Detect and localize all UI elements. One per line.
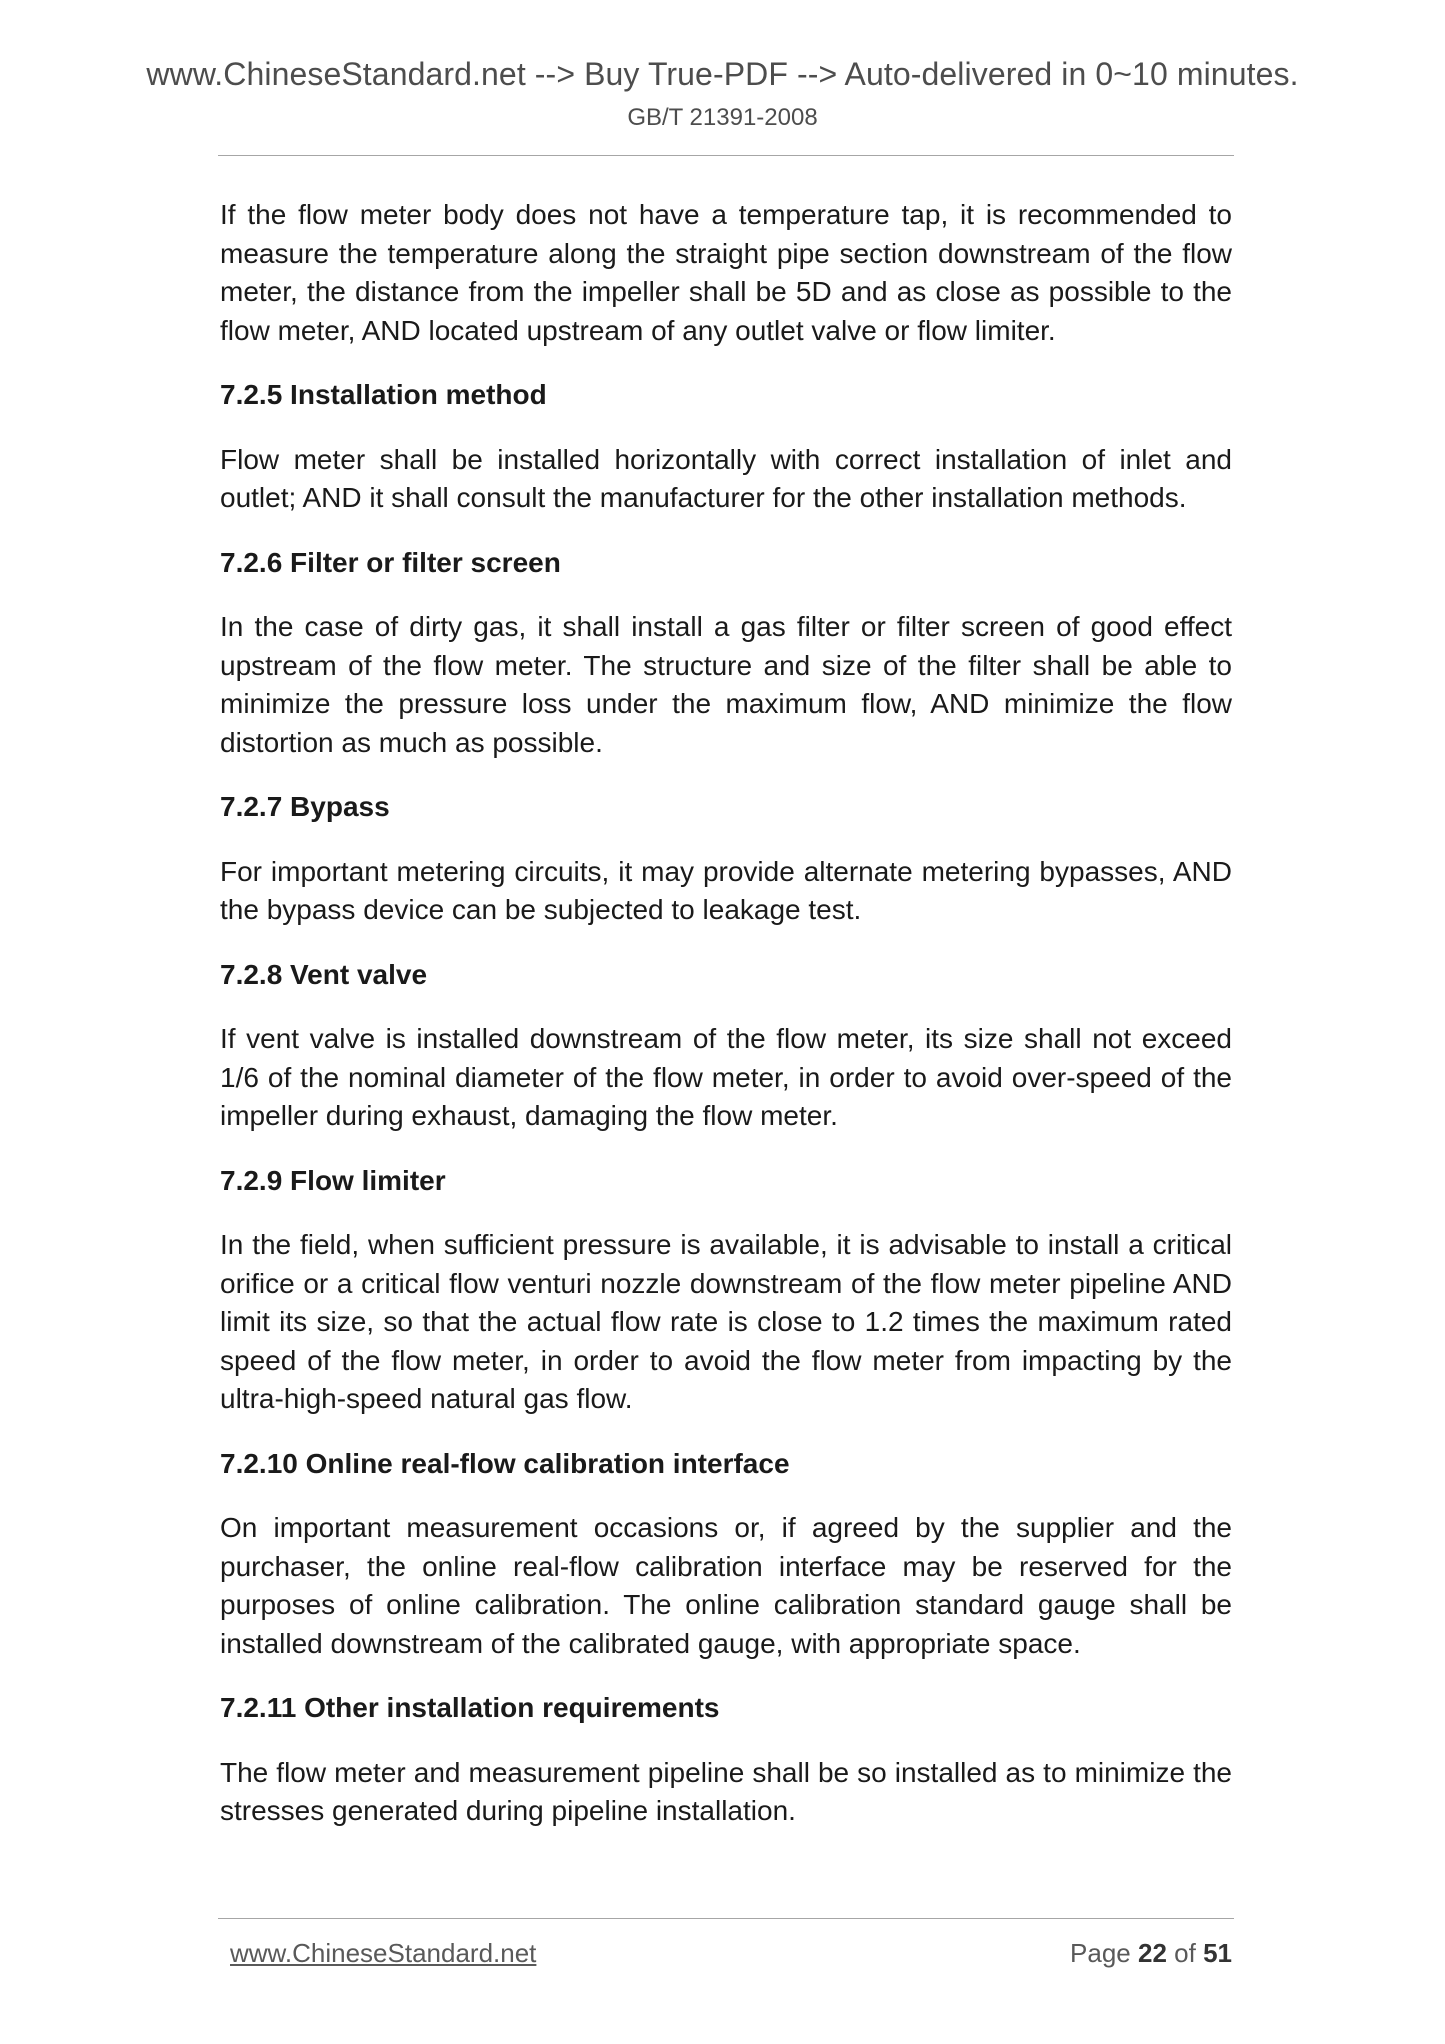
paragraph: If the flow meter body does not have a temperature tap, it is recommended to measure the temperature along the straight pipe section downstream of the flow meter, the distance from the impeller shall be 5D and as close as possible to the flow meter, AND located upstream of any outlet valve or flow limiter. bbox=[220, 199, 1232, 346]
page-of: of bbox=[1174, 1938, 1196, 1968]
paragraph: Flow meter shall be installed horizontally with correct installation of inlet and outlet; AND it shall consult the manufacturer for the other installation methods. bbox=[220, 443, 1232, 513]
section-heading-7-2-5: 7.2.5 Installation method bbox=[220, 379, 547, 410]
section-heading-7-2-7: 7.2.7 Bypass bbox=[220, 791, 390, 822]
paragraph: On important measurement occasions or, if agreed by the supplier and the purchaser, the online real-flow calibration interface may be reserved for the purposes of online calibration. The online calibration standard gauge shall be installed downstream of the calibrated gauge, with appropriate space. bbox=[220, 1512, 1232, 1659]
paragraph: The flow meter and measurement pipeline shall be so installed as to minimize the stresses generated during pipeline installation. bbox=[220, 1756, 1232, 1826]
footer-site-link[interactable]: www.ChineseStandard.net bbox=[230, 1938, 537, 1968]
page-current: 22 bbox=[1138, 1938, 1167, 1968]
section-heading-7-2-8: 7.2.8 Vent valve bbox=[220, 958, 428, 990]
page-total: 51 bbox=[1203, 1938, 1232, 1968]
section-heading-7-2-10: 7.2.10 Online real-flow calibration interface bbox=[220, 1447, 790, 1479]
page-number bbox=[1070, 1938, 1232, 1969]
section-heading-7-2-11: 7.2.11 Other installation requirements bbox=[220, 1692, 720, 1723]
paragraph: In the field, when sufficient pressure is available, it is advisable to install a critical orifice or a critical flow venturi nozzle downstream of the flow meter pipeline AND limit its size, so that the actual flow rate is close to 1.2 times the maximum rated speed of the flow meter, in order to avoid the flow meter from impacting by the ultra-high-speed natural gas flow. bbox=[220, 1229, 1232, 1414]
footer-divider bbox=[218, 1918, 1234, 1919]
page-prefix: Page bbox=[1070, 1938, 1131, 1968]
header-banner: www.ChineseStandard.net --> Buy True-PDF --> Auto-delivered in 0~10 minutes. bbox=[146, 56, 1299, 92]
section-heading-7-2-9: 7.2.9 Flow limiter bbox=[220, 1164, 446, 1196]
paragraph: If vent valve is installed downstream of the flow meter, its size shall not exceed 1/6 of the nominal diameter of the flow meter, in order to avoid over-speed of the impeller during exhaust, damaging the flow meter. bbox=[220, 1023, 1232, 1131]
section-heading-7-2-6: 7.2.6 Filter or filter screen bbox=[220, 546, 561, 578]
standard-number: GB/T 21391-2008 bbox=[627, 104, 818, 131]
paragraph: In the case of dirty gas, it shall install a gas filter or filter screen of good effect upstream of the flow meter. The structure and size of the filter shall be able to minimize the pressure loss under the maximum flow, AND minimize the flow distortion as much as possible. bbox=[220, 611, 1232, 758]
paragraph: For important metering circuits, it may provide alternate metering bypasses, AND the bypass device can be subjected to leakage test. bbox=[220, 855, 1232, 925]
document-body bbox=[220, 196, 1232, 1857]
header-divider bbox=[218, 155, 1234, 156]
